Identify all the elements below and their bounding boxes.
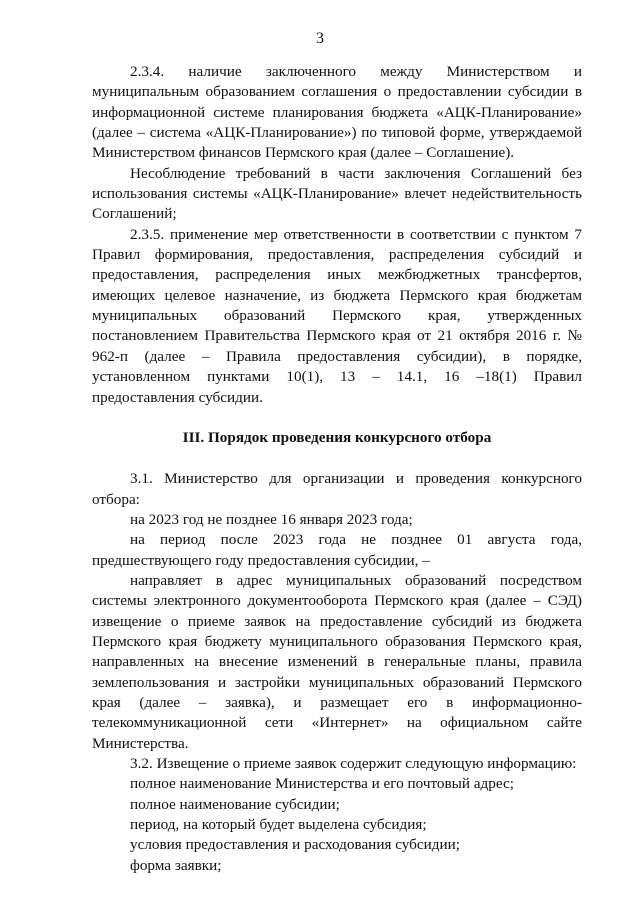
- paragraph-2-3-4: 2.3.4. наличие заключенного между Министерством и муниципальным образованием соглашения о предоставлении субсидии в информационной системе планирования бюджета «АЦК-Планирование» (далее – система «АЦК-Планирование») по типовой форме, утверждаемой Министерством финансов Пермского края (далее – Соглашение).: [92, 63, 582, 162]
- paragraph-3-1: 3.1. Министерство для организации и проведения конкурсного отбора:: [92, 470, 582, 508]
- paragraph-notice-sending: направляет в адрес муниципальных образований посредством системы электронного документооборота Пермского края (далее – СЭД) извещение о приеме заявок на предоставление субсидий из бюджета Пермского края бюджету муниципального образования Пермского края, направленных на внесение изменений в генеральные планы, правила землепользования и застройки муниципальных образований Пермского края (далее – заявка), и размещает его в информационно-телекоммуникационной сети «Интернет» на официальном сайте Министерства.: [92, 571, 582, 752]
- page-number: 3: [316, 30, 324, 47]
- section-heading: III. Порядок проведения конкурсного отбора: [182, 428, 492, 446]
- list-item-subsidy-name: полное наименование субсидии;: [130, 795, 340, 813]
- paragraph-noncompliance: Несоблюдение требований в части заключения Соглашений без использования системы «АЦК-Планирование» влечет недействительность Соглашений;: [92, 164, 582, 223]
- paragraph-3-2: 3.2. Извещение о приеме заявок содержит следующую информацию:: [130, 755, 577, 772]
- paragraph-deadline-after-2023: на период после 2023 года не позднее 01 августа года, предшествующего году предоставления субсидии, –: [92, 531, 582, 569]
- list-item-period: период, на который будет выделена субсидия;: [130, 816, 427, 834]
- list-item-ministry-name: полное наименование Министерства и его почтовый адрес;: [130, 775, 514, 793]
- document-body: [92, 62, 582, 876]
- list-item-application-form: форма заявки;: [130, 856, 222, 874]
- paragraph-deadline-2023: на 2023 год не позднее 16 января 2023 года;: [130, 510, 413, 528]
- paragraph-2-3-5: 2.3.5. применение мер ответственности в соответствии с пунктом 7 Правил формирования, предоставления, распределения субсидий и предоставления, распределения иных межбюджетных трансфертов, имеющих целевое назначение, из бюджета Пермского края бюджетам муниципальных образований Пермского края, утвержденных постановлением Правительства Пермского края от 21 октября 2016 г. № 962-п (далее – Правила предоставления субсидии), в порядке, установленном пунктами 10(1), 13 – 14.1, 16 –18(1) Правил предоставления субсидии.: [92, 225, 582, 406]
- list-item-conditions: условия предоставления и расходования субсидии;: [130, 836, 460, 854]
